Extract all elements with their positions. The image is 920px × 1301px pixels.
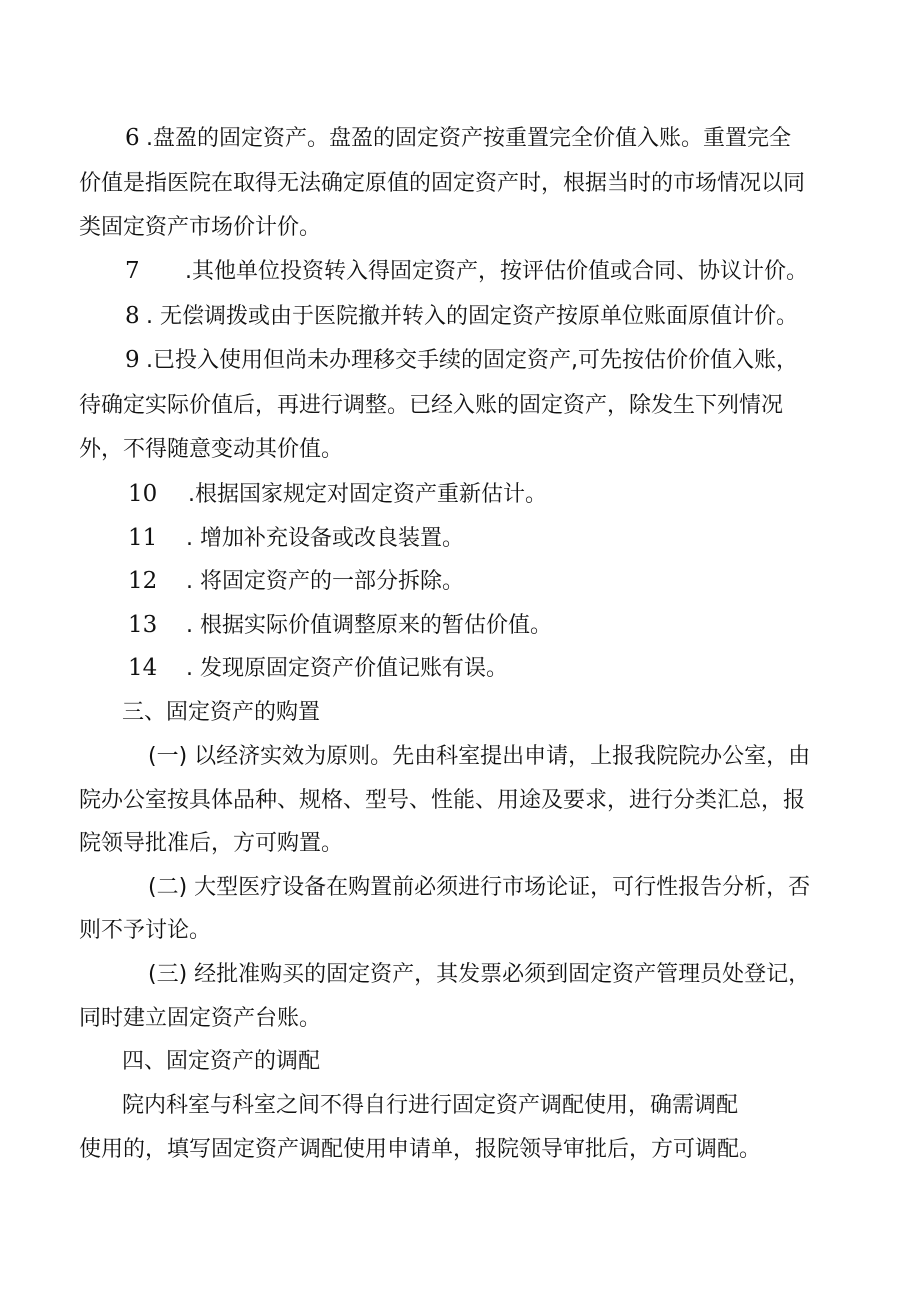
section-3-p2-line-1: (二) 大型医疗设备在购置前必须进行市场论证，可行性报告分析，否 bbox=[148, 875, 811, 900]
item-8-number: 8 bbox=[125, 303, 140, 329]
section-4-p1-line-2: 使用的，填写固定资产调配使用申请单，报院领导审批后，方可调配。 bbox=[79, 1137, 762, 1162]
item-6-line-1: .盘盈的固定资产。盘盈的固定资产按重置完全价值入账。重置完全 bbox=[146, 126, 791, 151]
item-7-text: .其他单位投资转入得固定资产，按评估价值或合同、协议计价。 bbox=[185, 259, 808, 284]
section-4-heading: 四、固定资产的调配 bbox=[122, 1049, 321, 1074]
section-3-p3-line-2: 同时建立固定资产台账。 bbox=[79, 1006, 322, 1031]
item-11-number: 11 bbox=[128, 525, 158, 551]
item-13-text: . 根据实际价值调整原来的暂估价值。 bbox=[186, 613, 552, 638]
item-7-number: 7 bbox=[125, 258, 140, 284]
item-9-line-1: .已投入使用但尚未办理移交手续的固定资产,可先按估价价值入账， bbox=[146, 348, 798, 373]
section-3-p2-line-2: 则不予讨论。 bbox=[79, 918, 212, 943]
section-3-heading: 三、固定资产的购置 bbox=[122, 700, 321, 725]
item-8-text: . 无偿调拨或由于医院撤并转入的固定资产按原单位账面原值计价。 bbox=[146, 304, 798, 329]
item-13-number: 13 bbox=[128, 612, 158, 638]
item-11-text: . 增加补充设备或改良装置。 bbox=[186, 526, 464, 551]
item-6-number: 6 bbox=[125, 125, 140, 151]
section-3-p1-line-3: 院领导批准后，方可购置。 bbox=[79, 831, 344, 856]
item-9-line-3: 外，不得随意变动其价值。 bbox=[79, 437, 344, 462]
section-4-p1-line-1: 院内科室与科室之间不得自行进行固定资产调配使用，确需调配 bbox=[122, 1093, 739, 1118]
item-12-number: 12 bbox=[128, 568, 158, 594]
item-14-text: . 发现原固定资产价值记账有误。 bbox=[186, 656, 508, 681]
section-3-p1-line-2: 院办公室按具体品种、规格、型号、性能、用途及要求，进行分类汇总，报 bbox=[79, 788, 806, 813]
item-9-line-2: 待确定实际价值后，再进行调整。已经入账的固定资产，除发生下列情况 bbox=[79, 393, 784, 418]
section-3-p1-line-1: (一) 以经济实效为原则。先由科室提出申请，上报我院院办公室，由 bbox=[148, 744, 811, 769]
item-10-number: 10 bbox=[128, 481, 158, 507]
item-6-line-3: 类固定资产市场价计价。 bbox=[79, 215, 322, 240]
item-10-text: .根据国家规定对固定资产重新估计。 bbox=[188, 482, 547, 507]
item-14-number: 14 bbox=[128, 655, 158, 681]
item-12-text: . 将固定资产的一部分拆除。 bbox=[186, 569, 464, 594]
section-3-p3-line-1: (三) 经批准购买的固定资产，其发票必须到固定资产管理员处登记， bbox=[148, 962, 811, 987]
item-9-number: 9 bbox=[125, 347, 140, 373]
item-6-line-2: 价值是指医院在取得无法确定原值的固定资产时，根据当时的市场情况以同 bbox=[79, 171, 806, 196]
